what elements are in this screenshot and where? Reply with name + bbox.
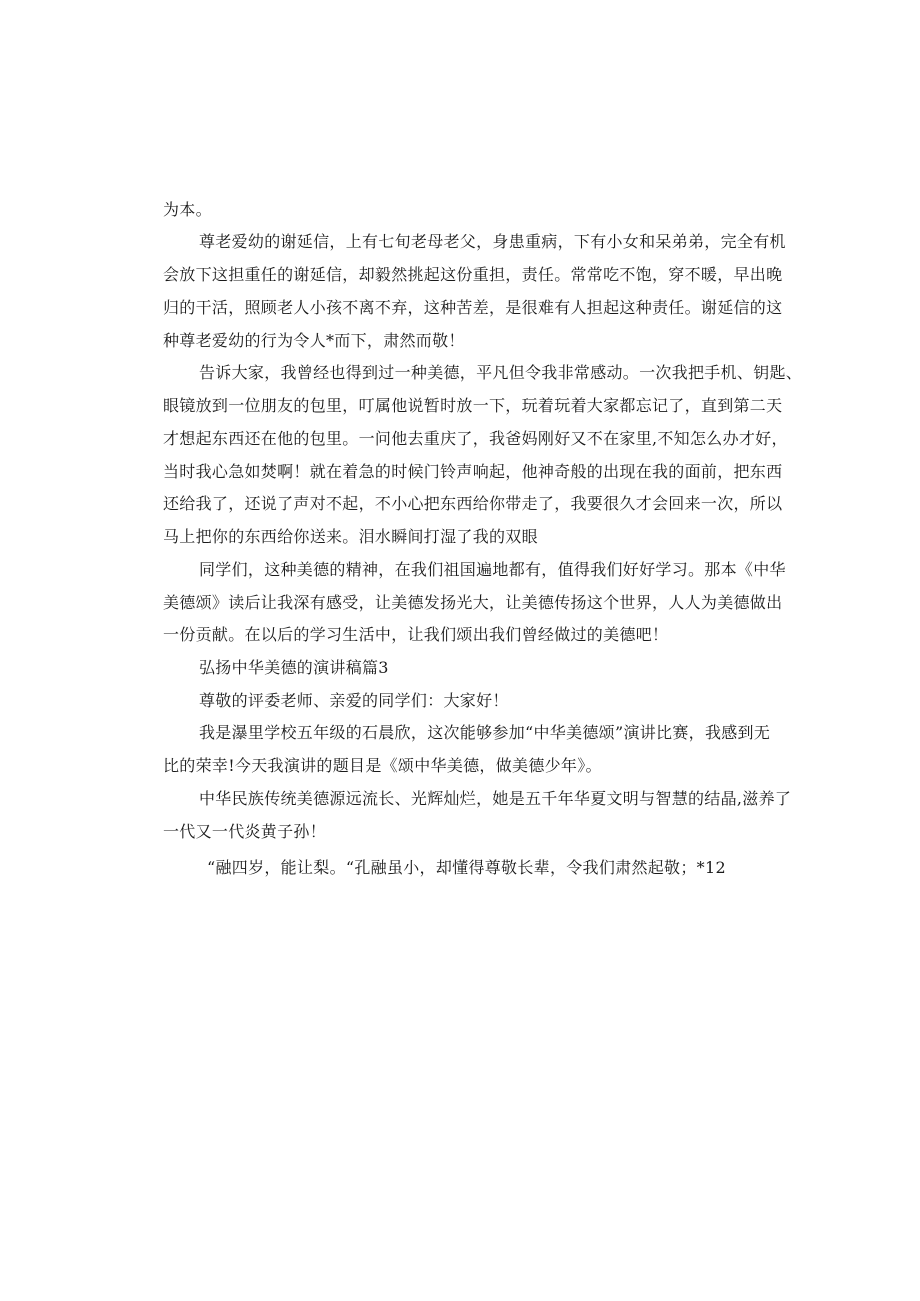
paragraph-line: 种尊老爱幼的行为令人*而下，肃然而敬！ <box>163 331 465 350</box>
paragraph-line: “融四岁，能让梨。“孔融虽小，却懂得尊敬长辈，令我们肃然起敬；*12 <box>207 858 726 877</box>
paragraph-line: 还给我了，还说了声对不起，不小心把东西给你带走了，我要很久才会回来一次，所以 <box>163 494 783 513</box>
paragraph-line: 才想起东西还在他的包里。一问他去重庆了，我爸妈刚好又不在家里,不知怎么办才好， <box>163 429 788 448</box>
paragraph-line: 美德颂》读后让我深有感受，让美德发扬光大，让美德传扬这个世界，人人为美德做出 <box>163 593 783 612</box>
paragraph-line: 一份贡献。在以后的学习生活中，让我们颂出我们曾经做过的美德吧！ <box>163 625 669 644</box>
paragraph-line: 中华民族传统美德源远流长、光辉灿烂，她是五千年华夏文明与智慧的结晶,滋养了 <box>199 789 792 808</box>
paragraph-line: 同学们，这种美德的精神，在我们祖国遍地都有，值得我们好好学习。那本《中华 <box>199 560 786 579</box>
greeting-line: 尊敬的评委老师、亲爱的同学们：大家好！ <box>199 691 509 710</box>
paragraph-line: 归的干活，照顾老人小孩不离不弃，这种苦差，是很难有人担起这种责任。谢延信的这 <box>163 298 783 317</box>
paragraph-line: 当时我心急如焚啊！就在着急的时候门铃声响起，他神奇般的出现在我的面前，把东西 <box>163 462 783 481</box>
paragraph-line: 马上把你的东西给你送来。泪水瞬间打湿了我的双眼 <box>163 527 538 546</box>
paragraph-line: 一代又一代炎黄子孙！ <box>163 822 327 841</box>
paragraph-line: 我是瀑里学校五年级的石晨欣，这次能够参加“中华美德颂”演讲比赛，我感到无 <box>199 723 771 742</box>
paragraph-line: 比的荣幸!今天我演讲的题目是《颂中华美德，做美德少年》。 <box>163 756 602 775</box>
section-heading: 弘扬中华美德的演讲稿篇3 <box>199 658 389 677</box>
paragraph-line: 尊老爱幼的谢延信，上有七旬老母老父，身患重病，下有小女和呆弟弟，完全有机 <box>199 232 786 251</box>
text-line: 为本。 <box>163 200 212 219</box>
paragraph-line: 告诉大家，我曾经也得到过一种美德，平凡但令我非常感动。一次我把手机、钥匙、 <box>199 363 803 382</box>
paragraph-line: 会放下这担重任的谢延信，却毅然挑起这份重担，责任。常常吃不饱，穿不暖，早出晚 <box>163 265 783 284</box>
paragraph-line: 眼镜放到一位朋友的包里，叮属他说暂时放一下，玩着玩着大家都忘记了，直到第二天 <box>163 396 783 415</box>
